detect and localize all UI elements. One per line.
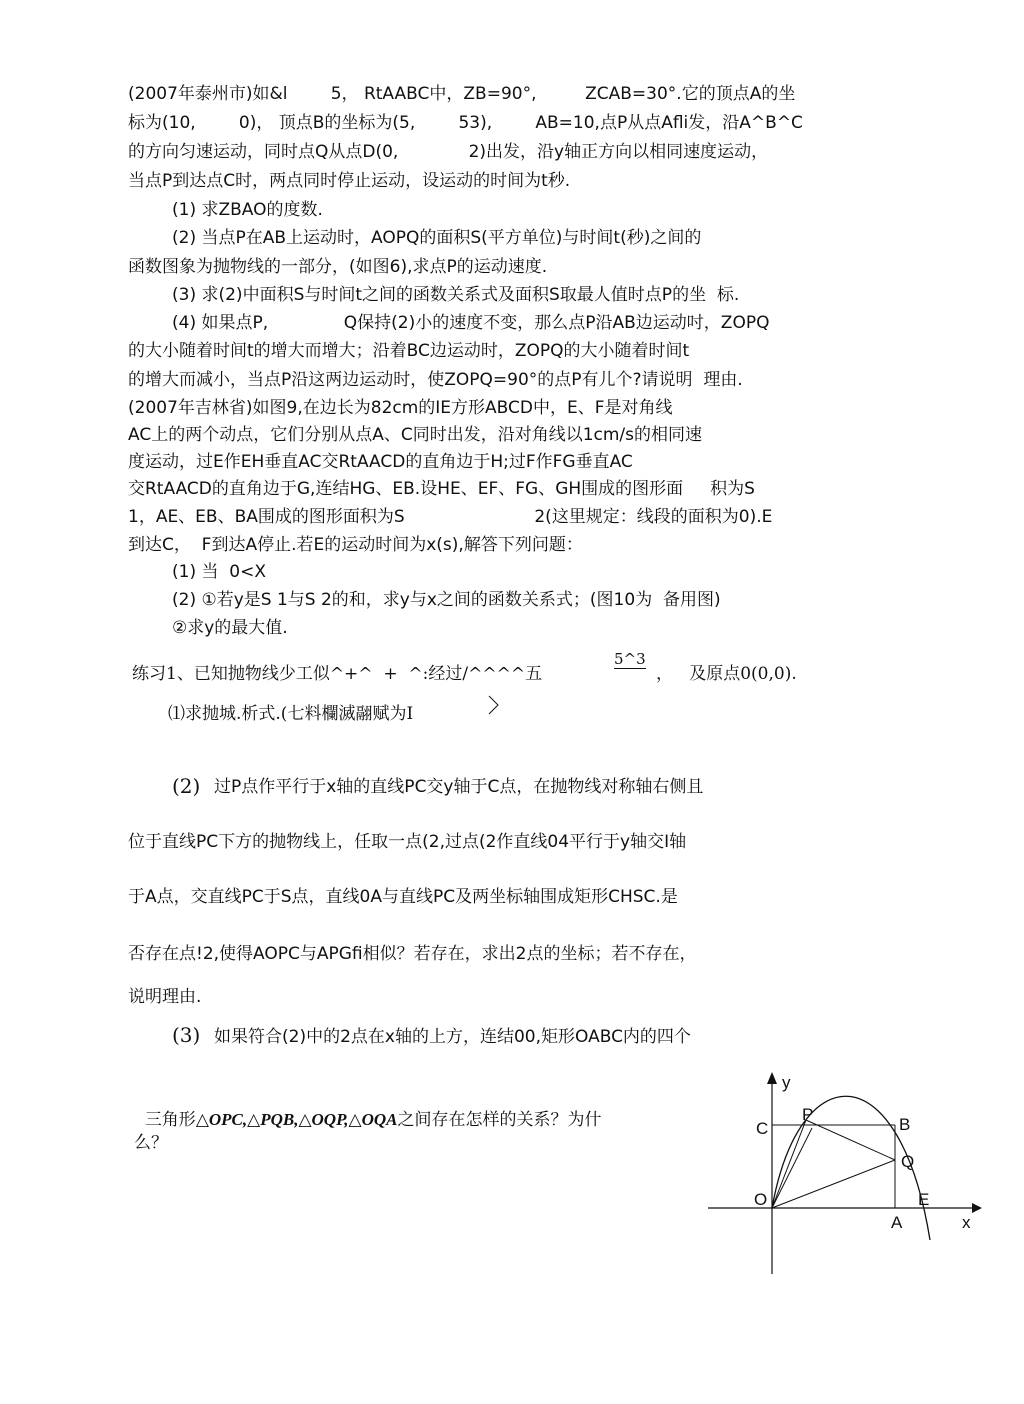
problem2-line-3: 度运动，过E作EH垂直AC交RtAACD的直角边于H;过F作FG垂直AC [128,452,633,472]
problem1-line-1: (2007年泰州市)如&l 5， RtAABC中，ZB=90°, ZCAB=30°.它的顶点A的坐 [128,84,796,104]
segment-pq [806,1120,895,1160]
coordinate-figure [700,1068,990,1283]
exercise-sub-2-line-1: 过P点作平行于x轴的直线PC交y轴于C点，在抛物线对称轴右侧且 [214,777,704,797]
x-axis-arrow-icon [972,1203,982,1213]
segment-op [772,1120,806,1208]
exercise-sub-3-line-2 [134,1087,602,1131]
exercise-sub-2-marker: (2) [172,774,201,798]
problem1-line-2: 标为(10, 0)， 顶点B的坐标为(5, 53), AB=10,点P从点Afli发，沿A^B^C [128,113,803,133]
label-y: y [782,1073,791,1092]
exercise-sub-3-marker: (3) [172,1023,201,1047]
label-q: Q [901,1152,915,1171]
triangles-suffix: 之间存在怎样的关系？为什 [397,1110,602,1130]
exercise-sub-2-line-2: 位于直线PC下方的抛物线上，任取一点(2,过点(2作直线04平行于y轴交I轴 [128,832,687,852]
label-c: C [756,1119,769,1138]
problem1-line-4: 当点P到达点C时，两点同时停止运动，设运动的时间为t秒. [128,171,571,191]
y-axis-arrow-icon [767,1072,777,1084]
exercise-fraction: 5^3 [614,650,646,668]
label-o: O [754,1190,768,1209]
problem1-question-3: (3) 求(2)中面积S与时间t之间的函数关系式及面积S取最人值时点P的坐 标. [172,285,740,305]
exercise-sub-2-line-5: 说明理由. [128,987,202,1007]
problem1-question-4-line-2: 的大小随着时间t的增大而增大；沿着BC边运动时，ZOPQ的大小随着时间t [128,341,690,361]
exercise-line-1: 练习1、已知抛物线少工似^+^ + ^:经过/^^^^五 [132,664,543,684]
exercise-sub-2-line-3: 于A点，交直线PC于S点，直线0A与直线PC及两坐标轴围成矩形CHSC.是 [128,887,678,907]
exercise-line-1-tail: ， 及原点0(0,0). [656,664,797,684]
exercise-sub-3-line-1: 如果符合(2)中的2点在x轴的上方，连结00,矩形OABC内的四个 [214,1027,691,1047]
segment-op-2 [772,1128,812,1208]
problem2-line-4: 交RtAACD的直角边于G,连结HG、EB.设HE、EF、FG、GH围成的图形面 积为S [128,479,755,499]
problem1-question-2-line-1: (2) 当点P在AB上运动时，AOPQ的面积S(平方单位)与时间t(秒)之间的 [172,228,702,248]
triangles-math: △OPC,△PQB,△OQP,△OQA [195,1110,398,1129]
problem2-question-2: (2) ①若y是S 1与S 2的和，求y与x之间的函数关系式；(图10为 备用图) [172,590,721,610]
problem2-question-1: (1) 当 0<X [172,562,266,582]
label-x: x [962,1213,971,1232]
problem1-question-1: (1) 求ZBAO的度数. [172,200,323,220]
problem2-question-2b: ②求y的最大值. [172,618,288,638]
problem1-question-4-line-3: 的增大而减小，当点P沿这两边运动时，使ZOPQ=90°的点P有儿个?请说明 理由. [128,370,743,390]
exercise-sub-2-line-4: 否存在点!2,使得AOPC与APGfi相似？若存在，求出2点的坐标；若不存在， [128,944,697,964]
label-b: B [899,1115,911,1134]
problem2-line-5: 1，AE、EB、BA围成的图形面积为S 2(这里规定：线段的面积为0).E [128,507,773,527]
problem1-question-4-line-1: (4) 如果点P, Q保持(2)小的速度不变，那么点P沿AB边运动吋，ZOPQ [172,313,770,333]
problem1-question-2-line-2: 函数图象为抛物线的一部分，(如图6),求点P的运动速度. [128,257,548,277]
segment-oq [772,1160,895,1208]
label-p: P [802,1105,814,1124]
exercise-sub-1: ⑴求抛城.析式.(七料欄滅翮赋为I [168,704,414,724]
exercise-sub-3-line-3: 么？ [134,1133,168,1153]
triangles-prefix: 三角形 [144,1110,196,1130]
problem2-line-2: AC上的两个动点，它们分别从点A、C同时出发，沿对角线以1cm/s的相同速 [128,425,703,445]
problem2-line-6: 到达C， F到达A停止.若E的运动时间为x(s),解答下列问题： [128,535,583,555]
label-a: A [891,1213,903,1232]
problem1-line-3: 的方向匀速运动，同时点Q从点D(0, 2)出发，沿y轴正方向以相同速度运动， [128,142,769,162]
chevron-right-icon [486,694,502,716]
label-e: E [918,1190,930,1209]
problem2-line-1: (2007年吉林省)如图9,在边长为82cm的IE方形ABCD中，E、F是对角线 [128,398,673,418]
